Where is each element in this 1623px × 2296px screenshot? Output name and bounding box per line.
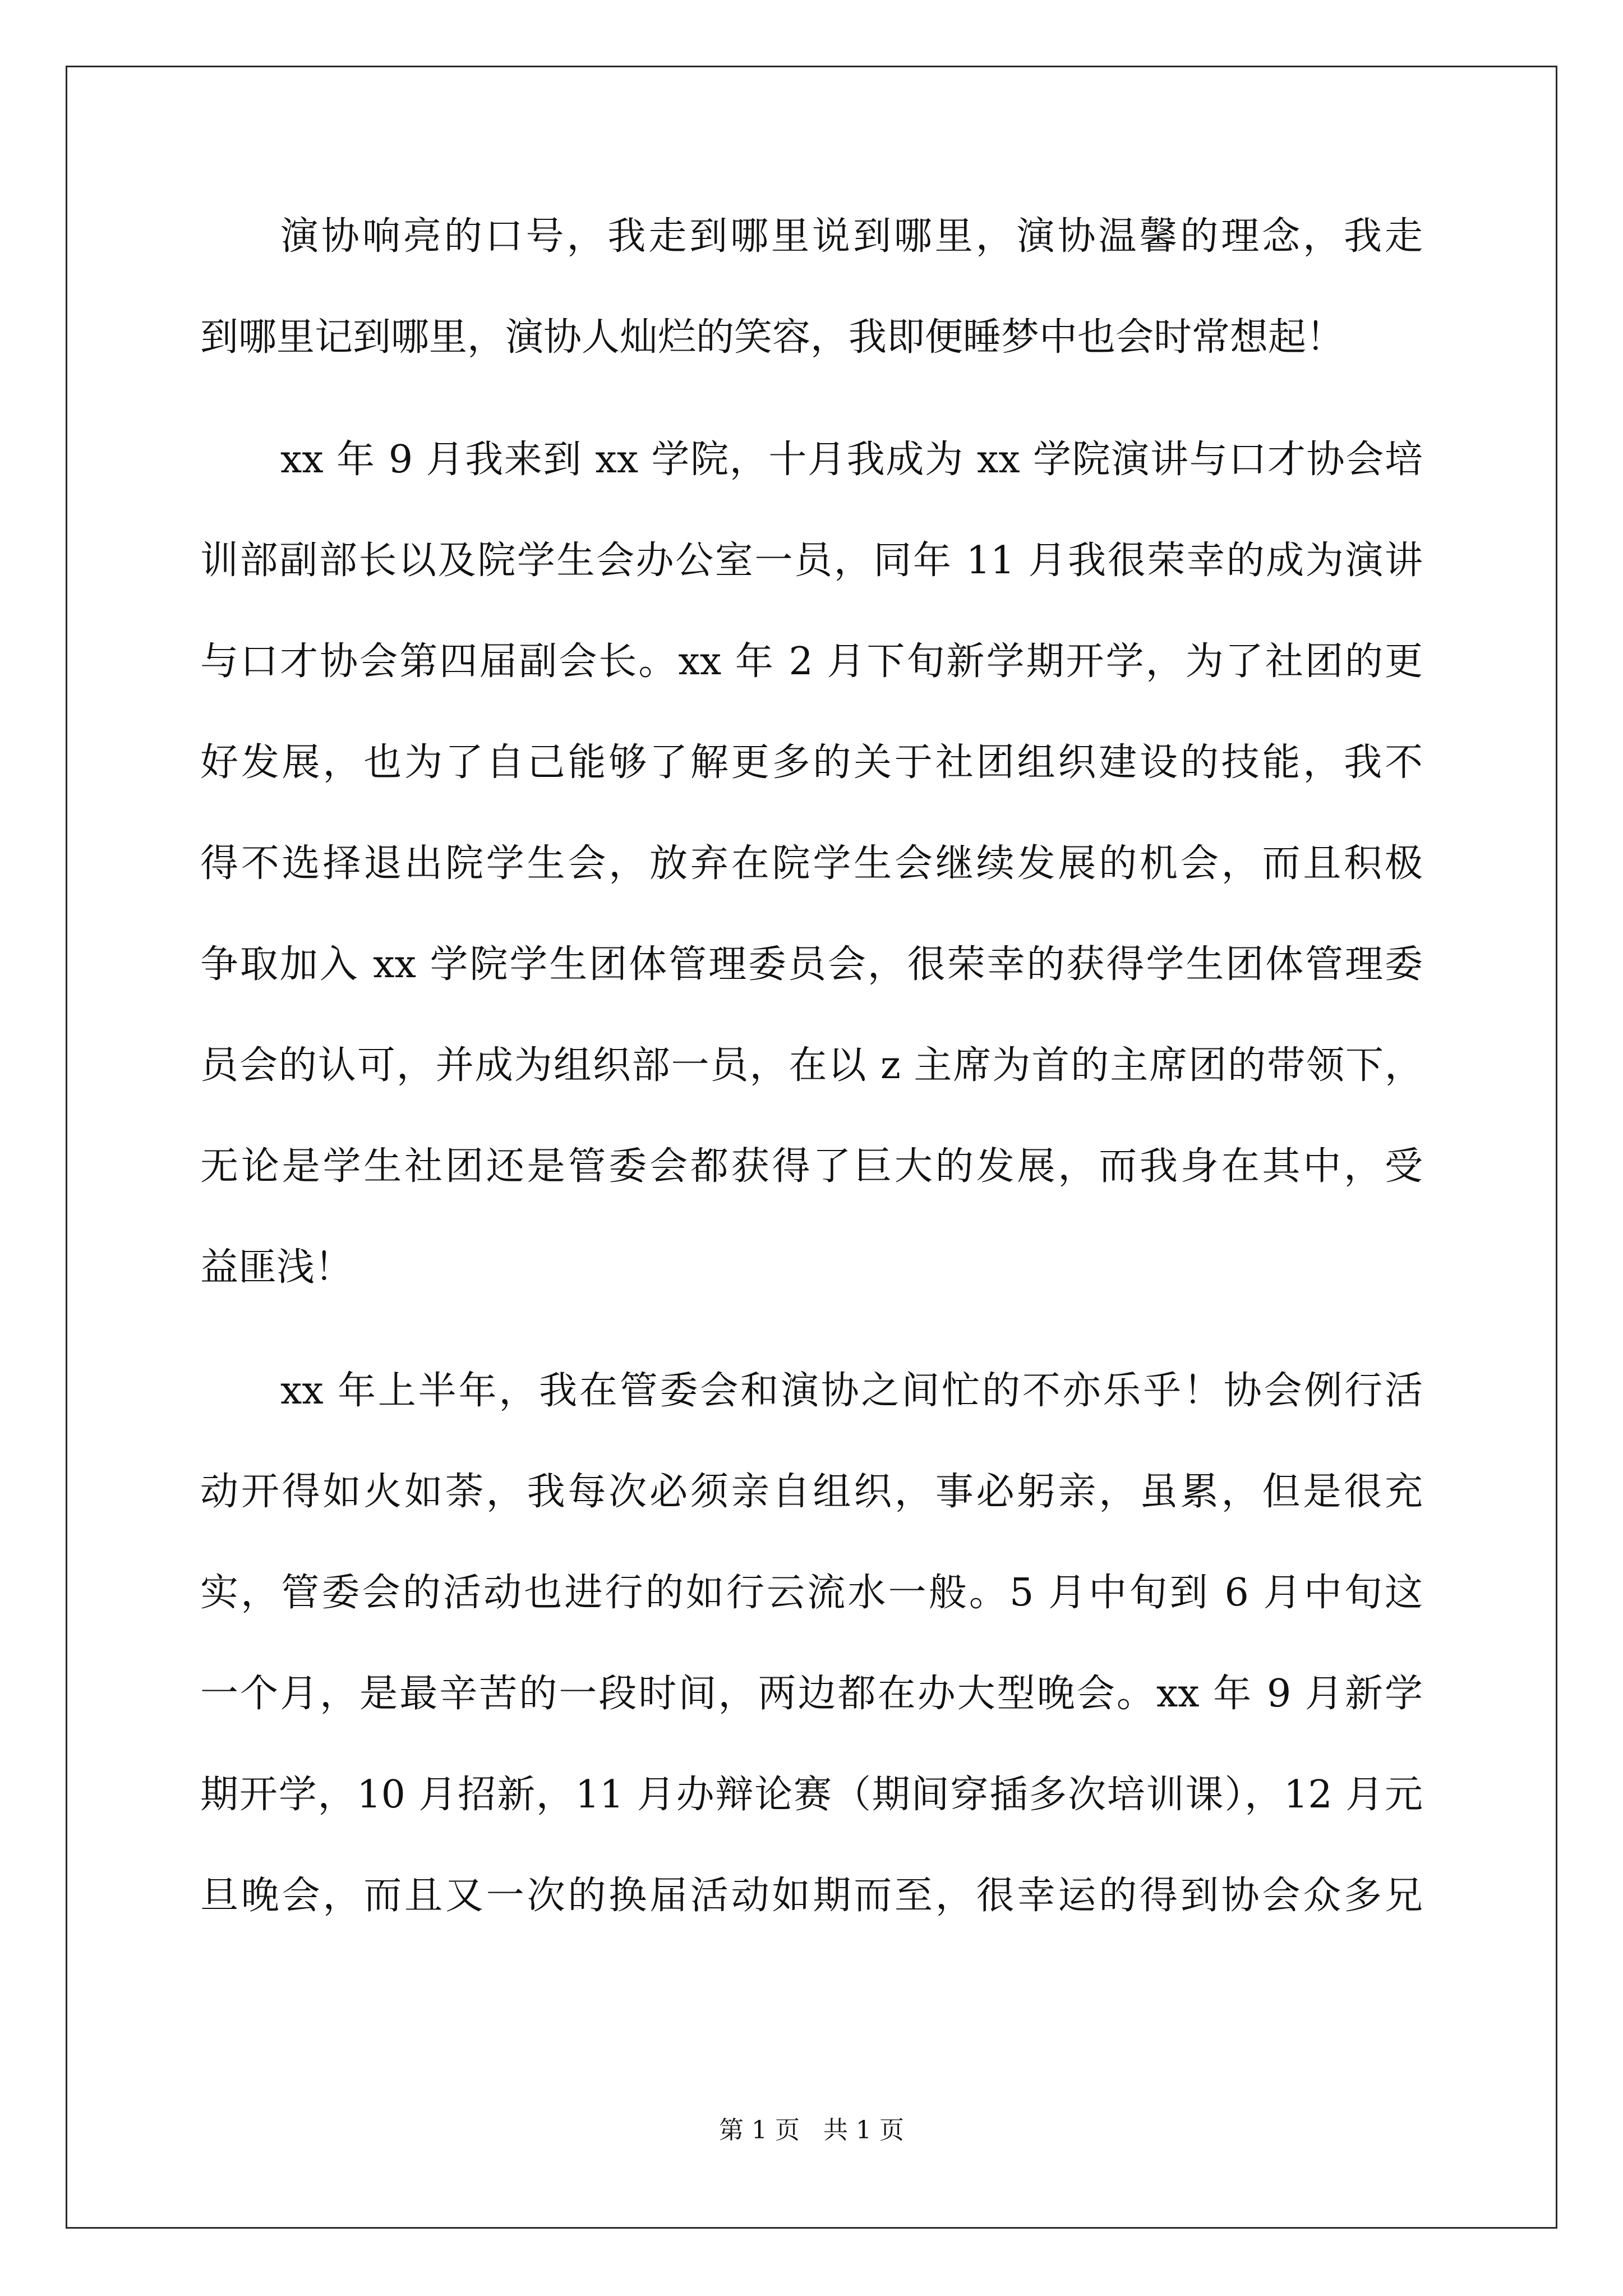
paragraph-3-line-3: 实，管委会的活动也进行的如行云流水一般。5 月中旬到 6 月中旬这: [200, 1571, 1423, 1615]
paragraph-2-line-1: xx 年 9 月我来到 xx 学院，十月我成为 xx 学院演讲与口才协会培: [280, 438, 1423, 482]
paragraph-2-line-3: 与口才协会第四届副会长。xx 年 2 月下旬新学期开学，为了社团的更: [200, 639, 1423, 684]
paragraph-3-line-4: 一个月，是最辛苦的一段时间，两边都在办大型晚会。xx 年 9 月新学: [200, 1672, 1423, 1716]
paragraph-2-line-7: 员会的认可，并成为组织部一员，在以 z 主席为首的主席团的带领下，: [200, 1043, 1423, 1088]
paragraph-2-line-6: 争取加入 xx 学院学生团体管理委员会，很荣幸的获得学生团体管理委: [200, 942, 1423, 987]
paragraph-3-line-5: 期开学，10 月招新，11 月办辩论赛（期间穿插多次培训课），12 月元: [200, 1773, 1423, 1817]
page-number-footer: 第 1 页 共 1 页: [719, 2116, 904, 2145]
paragraph-2-line-5: 得不选择退出院学生会，放弃在院学生会继续发展的机会，而且积极: [200, 841, 1423, 886]
paragraph-3-line-2: 动开得如火如荼，我每次必须亲自组织，事必躬亲，虽累，但是很充: [200, 1470, 1423, 1514]
paragraph-2-line-2: 训部副部长以及院学生会办公室一员，同年 11 月我很荣幸的成为演讲: [200, 539, 1423, 583]
paragraph-2-line-4: 好发展，也为了自己能够了解更多的关于社团组织建设的技能，我不: [200, 740, 1423, 785]
paragraph-2-line-9: 益匪浅！: [200, 1245, 353, 1290]
paragraph-1-line-1: 演协响亮的口号，我走到哪里说到哪里，演协温馨的理念，我走: [280, 214, 1423, 259]
paragraph-2-line-8: 无论是学生社团还是管委会都获得了巨大的发展，而我身在其中，受: [200, 1144, 1423, 1189]
paragraph-3-line-1: xx 年上半年，我在管委会和演协之间忙的不亦乐乎！协会例行活: [280, 1369, 1423, 1413]
paragraph-1-line-2: 到哪里记到哪里，演协人灿烂的笑容，我即便睡梦中也会时常想起！: [200, 315, 1345, 360]
paragraph-3-line-6: 旦晚会，而且又一次的换届活动如期而至，很幸运的得到协会众多兄: [200, 1874, 1423, 1918]
